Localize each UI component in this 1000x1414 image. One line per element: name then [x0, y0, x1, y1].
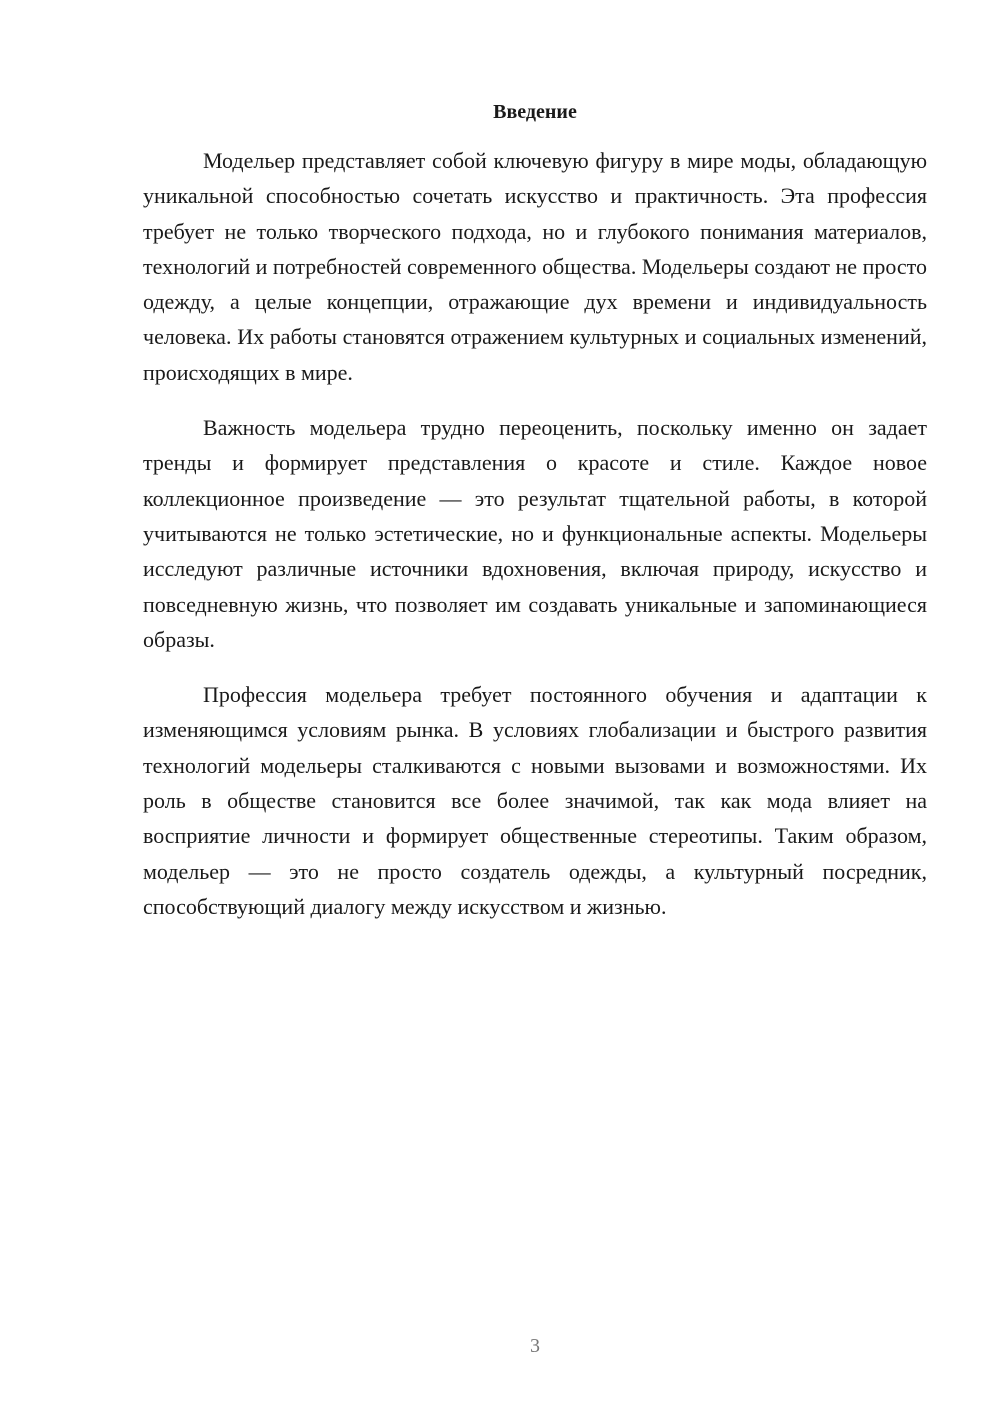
body-text	[143, 143, 927, 944]
paragraph-2: Важность модельера трудно переоценить, поскольку именно он задает тренды и формирует представления о красоте и стиле. Каждое новое коллекционное произведение — это результат тщательной работы, в которой учитываются не только эстетические, но и функциональные аспекты. Модельеры исследуют различные источники вдохновения, включая природу, искусство и повседневную жизнь, что позволяет им создавать уникальные и запоминающиеся образы.	[143, 415, 927, 652]
paragraph-1: Модельер представляет собой ключевую фигуру в мире моды, обладающую уникальной способностью сочетать искусство и практичность. Эта профессия требует не только творческого подхода, но и глубокого понимания материалов, технологий и потребностей современного общества. Модельеры создают не просто одежду, а целые концепции, отражающие дух времени и индивидуальность человека. Их работы становятся отражением культурных и социальных изменений, происходящих в мире.	[143, 148, 927, 385]
page-number: 3	[530, 1335, 540, 1357]
section-heading: Введение	[493, 101, 577, 123]
paragraph-3: Профессия модельера требует постоянного обучения и адаптации к изменяющимся условиям рынка. В условиях глобализации и быстрого развития технологий модельеры сталкиваются с новыми вызовами и возможностями. Их роль в обществе становится все более значимой, так как мода влияет на восприятие личности и формирует общественные стереотипы. Таким образом, модельер — это не просто создатель одежды, а культурный посредник, способствующий диалогу между искусством и жизнью.	[143, 682, 927, 919]
